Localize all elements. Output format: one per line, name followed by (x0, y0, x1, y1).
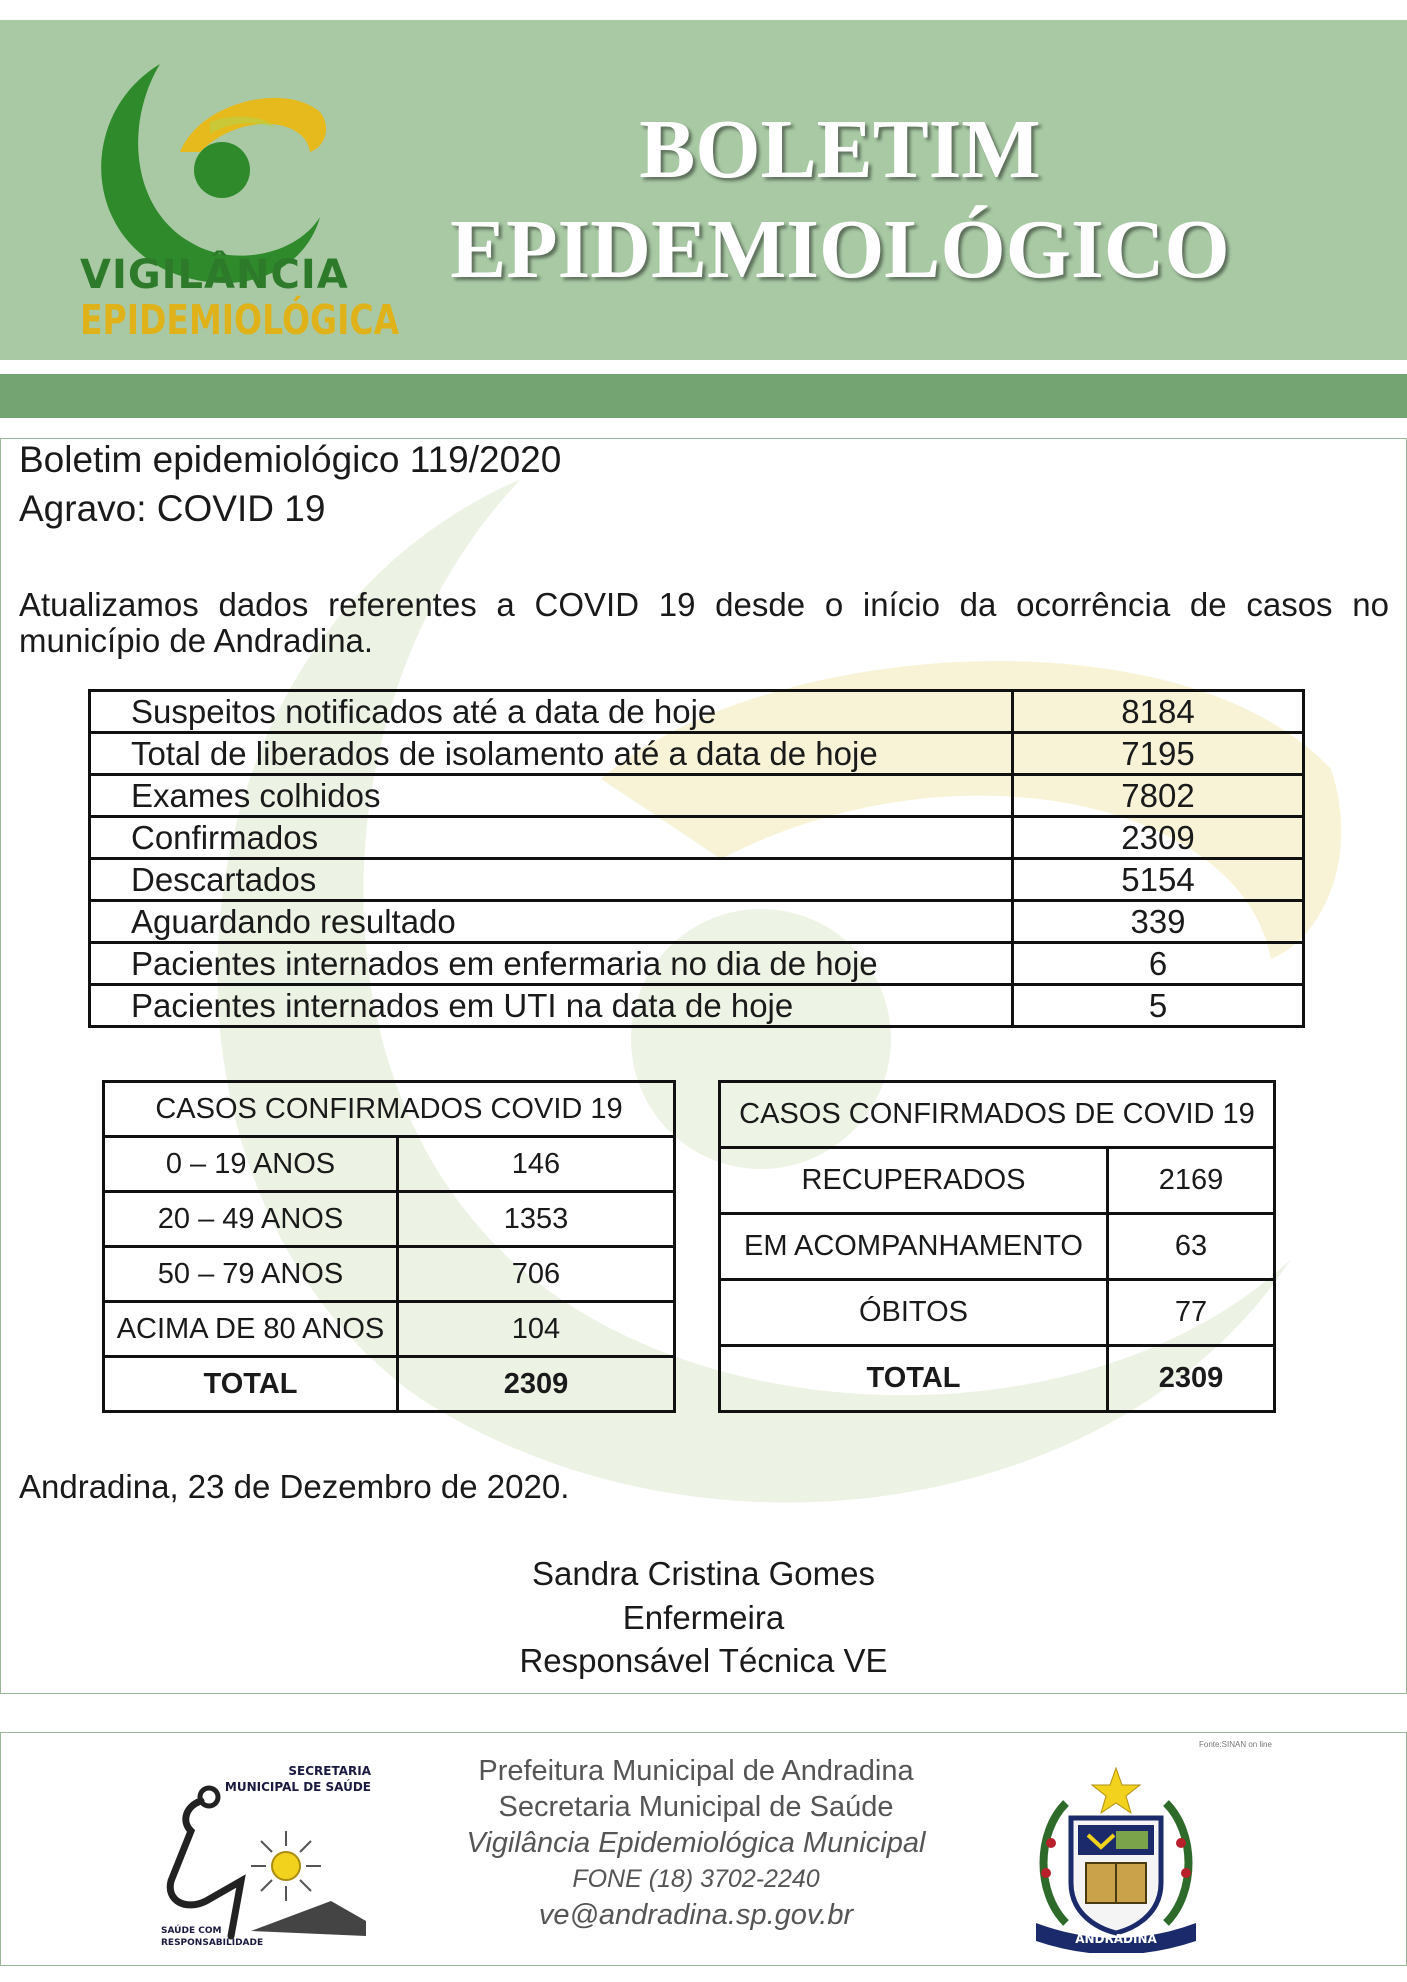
row-label: Aguardando resultado (90, 901, 1013, 943)
table-row (90, 943, 1304, 985)
table-row (90, 817, 1304, 859)
row-value: 2309 (1013, 817, 1304, 859)
divider-bar (0, 374, 1407, 418)
age-value: 706 (398, 1247, 675, 1302)
outcome-value: 2169 (1108, 1148, 1275, 1214)
footer-secretaria: Secretaria Municipal de Saúde (498, 1791, 894, 1823)
outcome-label: ÓBITOS (720, 1280, 1108, 1346)
age-label: ACIMA DE 80 ANOS (104, 1302, 398, 1357)
row-label: Total de liberados de isolamento até a data de hoje (90, 733, 1013, 775)
age-table-title: CASOS CONFIRMADOS COVID 19 (104, 1082, 675, 1137)
row-value: 7802 (1013, 775, 1304, 817)
bulletin-number: Boletim epidemiológico 119/2020 (19, 439, 562, 480)
svg-text:RESPONSABILIDADE: RESPONSABILIDADE (161, 1938, 264, 1948)
svg-text:ANDRADINA: ANDRADINA (1075, 1932, 1157, 1946)
table-header-row (104, 1082, 675, 1137)
signature-position: Responsável Técnica VE (519, 1642, 888, 1679)
title-line-1: BOLETIM (639, 103, 1041, 196)
row-value: 339 (1013, 901, 1304, 943)
outcome-table-title: CASOS CONFIRMADOS DE COVID 19 (720, 1082, 1275, 1148)
bulletin-body (0, 438, 1407, 1694)
row-value: 8184 (1013, 691, 1304, 733)
row-label: Exames colhidos (90, 775, 1013, 817)
outcome-label: RECUPERADOS (720, 1148, 1108, 1214)
row-value: 6 (1013, 943, 1304, 985)
row-label: Pacientes internados em UTI na data de hoje (90, 985, 1013, 1027)
age-total-label: TOTAL (104, 1357, 398, 1412)
table-row (104, 1302, 675, 1357)
city-crest-icon (1016, 1763, 1216, 1953)
logo-wordmark-vigilancia: VIGILÂNCIA (80, 252, 349, 298)
intro-paragraph: Atualizamos dados referentes a COVID 19 desde o início da ocorrência de casos no município de Andradina. (19, 586, 1389, 659)
summary-table (88, 689, 1305, 1028)
outcome-value: 63 (1108, 1214, 1275, 1280)
row-value: 7195 (1013, 733, 1304, 775)
table-total-row (104, 1357, 675, 1412)
age-value: 146 (398, 1137, 675, 1192)
row-value: 5 (1013, 985, 1304, 1027)
age-label: 20 – 49 ANOS (104, 1192, 398, 1247)
footer (0, 1732, 1407, 1966)
row-value: 5154 (1013, 859, 1304, 901)
table-row (90, 733, 1304, 775)
table-row (90, 775, 1304, 817)
row-label: Descartados (90, 859, 1013, 901)
header-banner (0, 20, 1407, 360)
date-line: Andradina, 23 de Dezembro de 2020. (19, 1468, 570, 1505)
table-header-row (720, 1082, 1275, 1148)
source-note: Fonte:SINAN on line (1199, 1740, 1272, 1749)
health-secretariat-logo-icon (151, 1761, 381, 1951)
table-row (104, 1192, 675, 1247)
signature-name: Sandra Cristina Gomes (532, 1555, 875, 1592)
signature-role: Enfermeira (622, 1599, 785, 1636)
table-row (720, 1148, 1275, 1214)
table-row (720, 1280, 1275, 1346)
outcome-table (718, 1080, 1276, 1413)
svg-text:MUNICIPAL DE SAÚDE: MUNICIPAL DE SAÚDE (224, 1780, 371, 1794)
age-label: 0 – 19 ANOS (104, 1137, 398, 1192)
outcome-label: EM ACOMPANHAMENTO (720, 1214, 1108, 1280)
row-label: Suspeitos notificados até a data de hoje (90, 691, 1013, 733)
outcome-total-label: TOTAL (720, 1346, 1108, 1412)
table-row (90, 859, 1304, 901)
svg-text:SECRETARIA: SECRETARIA (288, 1764, 371, 1778)
table-row (90, 901, 1304, 943)
footer-prefeitura: Prefeitura Municipal de Andradina (478, 1755, 914, 1787)
footer-phone: FONE (18) 3702-2240 (572, 1865, 820, 1893)
outcome-total-value: 2309 (1108, 1346, 1275, 1412)
age-total-value: 2309 (398, 1357, 675, 1412)
table-total-row (720, 1346, 1275, 1412)
age-value: 104 (398, 1302, 675, 1357)
age-group-table (102, 1080, 676, 1413)
page-title (420, 100, 1260, 300)
row-label: Pacientes internados em enfermaria no dia de hoje (90, 943, 1013, 985)
title-line-2: EPIDEMIOLÓGICO (450, 203, 1230, 296)
footer-vigilancia: Vigilância Epidemiológica Municipal (466, 1827, 926, 1859)
table-row (720, 1214, 1275, 1280)
logo-wordmark-epidemiologica: EPIDEMIOLÓGICA (80, 295, 400, 344)
footer-email[interactable]: ve@andradina.sp.gov.br (538, 1899, 854, 1931)
table-row (90, 691, 1304, 733)
agravo-line: Agravo: COVID 19 (19, 488, 326, 529)
table-row (90, 985, 1304, 1027)
outcome-value: 77 (1108, 1280, 1275, 1346)
svg-text:SAÚDE COM: SAÚDE COM (161, 1926, 222, 1936)
row-label: Confirmados (90, 817, 1013, 859)
age-label: 50 – 79 ANOS (104, 1247, 398, 1302)
table-row (104, 1247, 675, 1302)
table-row (104, 1137, 675, 1192)
age-value: 1353 (398, 1192, 675, 1247)
